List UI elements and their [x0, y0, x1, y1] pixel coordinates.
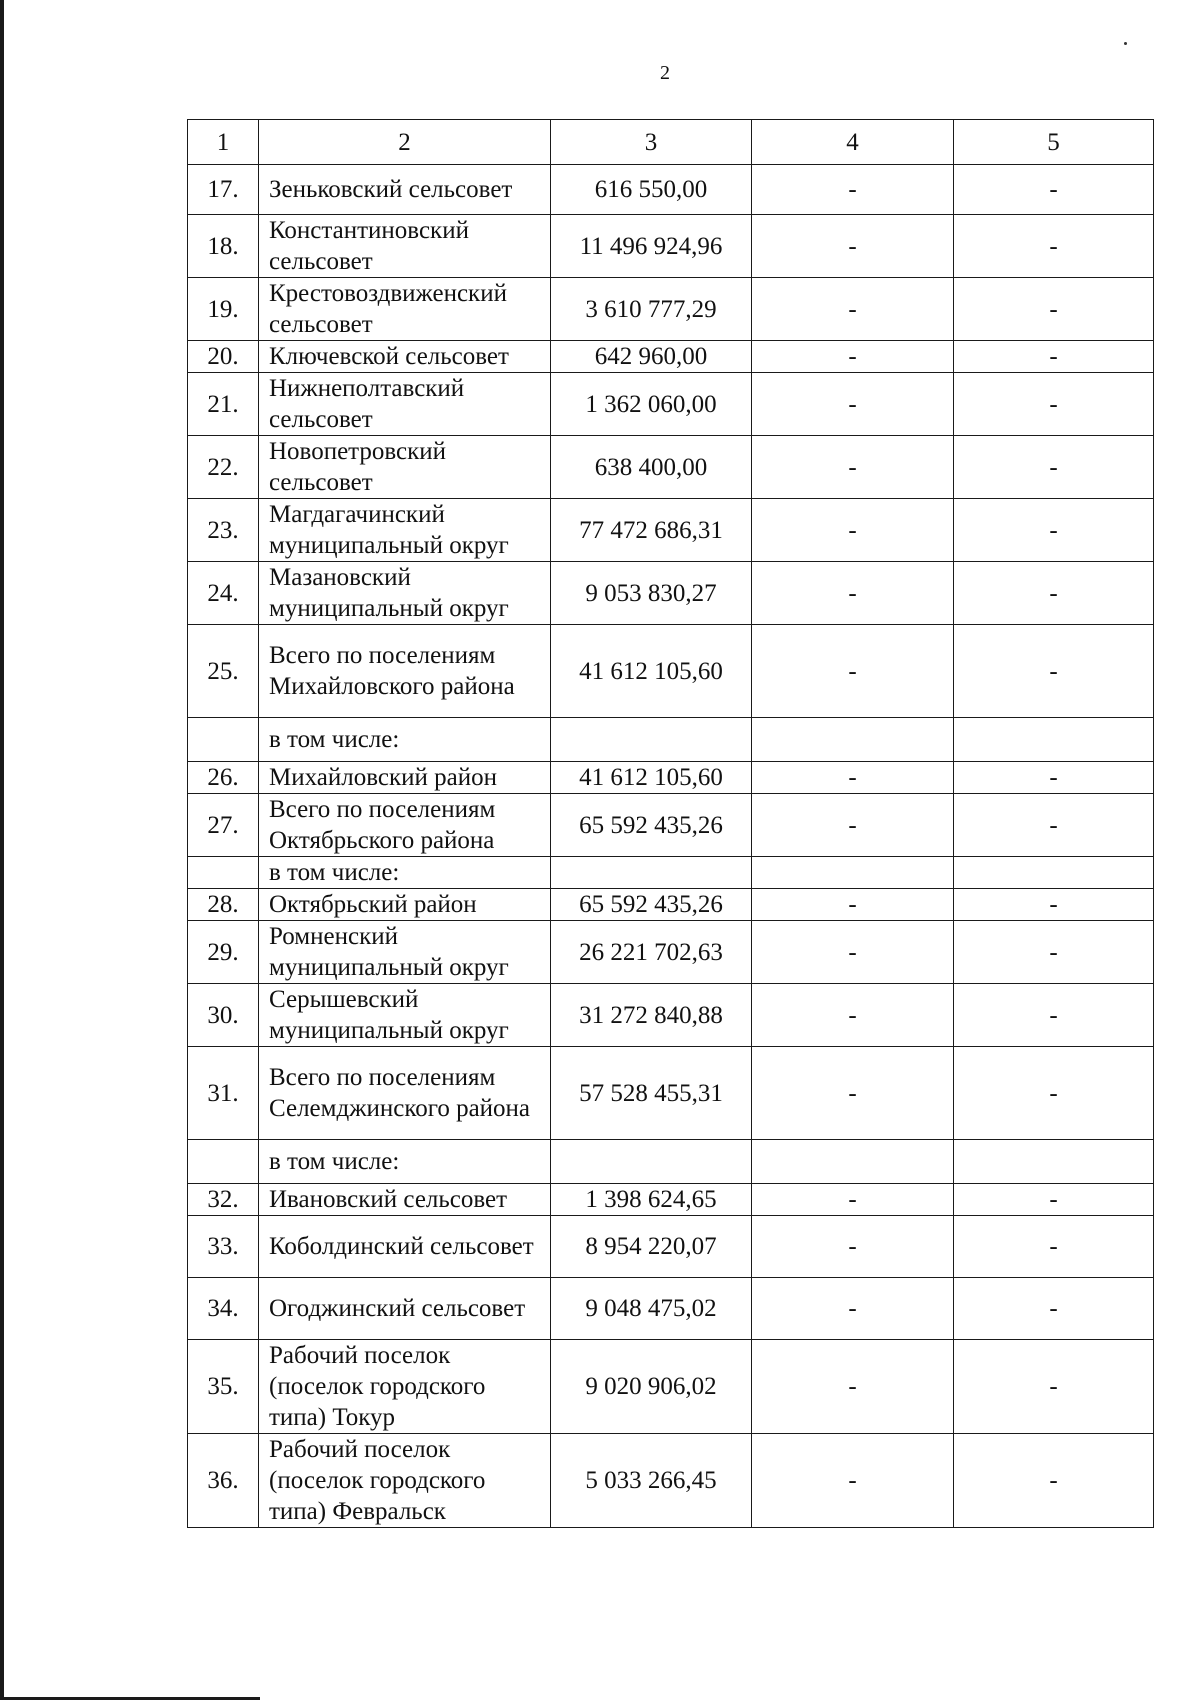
row-number-cell	[188, 857, 259, 889]
table-row	[188, 373, 1154, 436]
name-cell: Мазановский муниципальный округ	[259, 562, 551, 625]
table-row	[188, 1434, 1154, 1528]
col4-cell	[752, 857, 954, 889]
table-row	[188, 562, 1154, 625]
scan-edge-left	[0, 0, 4, 1700]
table-row	[188, 165, 1154, 215]
name-cell: в том числе:	[259, 1140, 551, 1184]
row-number-cell: 36.	[188, 1434, 259, 1528]
col5-cell: -	[954, 1434, 1154, 1528]
table-row	[188, 889, 1154, 921]
col5-cell: -	[954, 278, 1154, 341]
name-cell: Новопетровский сельсовет	[259, 436, 551, 499]
col4-cell: -	[752, 278, 954, 341]
col4-cell	[752, 718, 954, 762]
header-cell: 2	[259, 120, 551, 165]
col4-cell: -	[752, 1278, 954, 1340]
amount-cell: 26 221 702,63	[551, 921, 752, 984]
col5-cell: -	[954, 373, 1154, 436]
name-cell: Огоджинский сельсовет	[259, 1278, 551, 1340]
col4-cell: -	[752, 762, 954, 794]
name-cell: Константиновский сельсовет	[259, 215, 551, 278]
table-row	[188, 921, 1154, 984]
col4-cell: -	[752, 373, 954, 436]
table-row	[188, 794, 1154, 857]
allocation-table	[187, 119, 1154, 1528]
col4-cell: -	[752, 1434, 954, 1528]
col4-cell: -	[752, 1047, 954, 1140]
page-number: 2	[660, 62, 670, 84]
row-number-cell: 22.	[188, 436, 259, 499]
amount-cell: 1 398 624,65	[551, 1184, 752, 1216]
col4-cell: -	[752, 499, 954, 562]
table-row	[188, 1047, 1154, 1140]
table-row	[188, 499, 1154, 562]
row-number-cell: 30.	[188, 984, 259, 1047]
row-number-cell: 23.	[188, 499, 259, 562]
col5-cell: -	[954, 499, 1154, 562]
table-row	[188, 718, 1154, 762]
table-row	[188, 762, 1154, 794]
amount-cell: 65 592 435,26	[551, 889, 752, 921]
header-cell: 4	[752, 120, 954, 165]
row-number-cell: 18.	[188, 215, 259, 278]
col4-cell: -	[752, 165, 954, 215]
name-cell: Коболдинский сельсовет	[259, 1216, 551, 1278]
name-cell: Всего по поселениям Михайловского района	[259, 625, 551, 718]
col5-cell: -	[954, 215, 1154, 278]
table-row	[188, 625, 1154, 718]
col5-cell: -	[954, 1047, 1154, 1140]
name-cell: Михайловский район	[259, 762, 551, 794]
name-cell: Крестовоздвиженский сельсовет	[259, 278, 551, 341]
table-row	[188, 1340, 1154, 1434]
col4-cell: -	[752, 341, 954, 373]
col5-cell: -	[954, 889, 1154, 921]
col5-cell: -	[954, 436, 1154, 499]
table-row	[188, 1140, 1154, 1184]
amount-cell: 9 020 906,02	[551, 1340, 752, 1434]
amount-cell: 638 400,00	[551, 436, 752, 499]
name-cell: Всего по поселениям Селемджинского района	[259, 1047, 551, 1140]
amount-cell: 41 612 105,60	[551, 625, 752, 718]
col5-cell	[954, 1140, 1154, 1184]
col5-cell: -	[954, 562, 1154, 625]
col4-cell: -	[752, 215, 954, 278]
scan-speck	[1124, 42, 1127, 45]
table-header-row	[188, 120, 1154, 165]
col5-cell: -	[954, 341, 1154, 373]
name-cell: Октябрьский район	[259, 889, 551, 921]
col4-cell: -	[752, 625, 954, 718]
row-number-cell: 35.	[188, 1340, 259, 1434]
amount-cell: 5 033 266,45	[551, 1434, 752, 1528]
col5-cell: -	[954, 1216, 1154, 1278]
col5-cell: -	[954, 762, 1154, 794]
name-cell: Ключевской сельсовет	[259, 341, 551, 373]
table-row	[188, 278, 1154, 341]
row-number-cell: 17.	[188, 165, 259, 215]
col4-cell: -	[752, 921, 954, 984]
amount-cell: 642 960,00	[551, 341, 752, 373]
name-cell: в том числе:	[259, 857, 551, 889]
amount-cell: 65 592 435,26	[551, 794, 752, 857]
col5-cell: -	[954, 1340, 1154, 1434]
row-number-cell: 26.	[188, 762, 259, 794]
amount-cell	[551, 857, 752, 889]
name-cell: Ромненский муниципальный округ	[259, 921, 551, 984]
table-row	[188, 984, 1154, 1047]
col5-cell: -	[954, 984, 1154, 1047]
row-number-cell: 32.	[188, 1184, 259, 1216]
col5-cell: -	[954, 1184, 1154, 1216]
amount-cell: 11 496 924,96	[551, 215, 752, 278]
amount-cell: 616 550,00	[551, 165, 752, 215]
row-number-cell: 29.	[188, 921, 259, 984]
name-cell: Зеньковский сельсовет	[259, 165, 551, 215]
col4-cell: -	[752, 1184, 954, 1216]
amount-cell: 57 528 455,31	[551, 1047, 752, 1140]
row-number-cell: 20.	[188, 341, 259, 373]
row-number-cell	[188, 718, 259, 762]
col5-cell: -	[954, 794, 1154, 857]
col5-cell	[954, 857, 1154, 889]
name-cell: Серышевский муниципальный округ	[259, 984, 551, 1047]
name-cell: в том числе:	[259, 718, 551, 762]
amount-cell: 31 272 840,88	[551, 984, 752, 1047]
row-number-cell: 25.	[188, 625, 259, 718]
amount-cell: 41 612 105,60	[551, 762, 752, 794]
name-cell: Нижнеполтавский сельсовет	[259, 373, 551, 436]
row-number-cell: 34.	[188, 1278, 259, 1340]
col4-cell: -	[752, 1340, 954, 1434]
amount-cell: 9 053 830,27	[551, 562, 752, 625]
table-row	[188, 436, 1154, 499]
row-number-cell: 28.	[188, 889, 259, 921]
col4-cell	[752, 1140, 954, 1184]
header-cell: 1	[188, 120, 259, 165]
col5-cell: -	[954, 625, 1154, 718]
col5-cell: -	[954, 165, 1154, 215]
amount-cell: 77 472 686,31	[551, 499, 752, 562]
name-cell: Ивановский сельсовет	[259, 1184, 551, 1216]
col4-cell: -	[752, 984, 954, 1047]
table-row	[188, 1216, 1154, 1278]
row-number-cell: 31.	[188, 1047, 259, 1140]
amount-cell: 1 362 060,00	[551, 373, 752, 436]
header-cell: 3	[551, 120, 752, 165]
amount-cell: 3 610 777,29	[551, 278, 752, 341]
table-row	[188, 857, 1154, 889]
col4-cell: -	[752, 794, 954, 857]
table-row	[188, 215, 1154, 278]
row-number-cell: 33.	[188, 1216, 259, 1278]
table-row	[188, 1278, 1154, 1340]
col4-cell: -	[752, 562, 954, 625]
amount-cell: 8 954 220,07	[551, 1216, 752, 1278]
row-number-cell: 27.	[188, 794, 259, 857]
amount-cell: 9 048 475,02	[551, 1278, 752, 1340]
col4-cell: -	[752, 436, 954, 499]
name-cell: Всего по поселениям Октябрьского района	[259, 794, 551, 857]
name-cell: Рабочий поселок (поселок городского типа) Февральск	[259, 1434, 551, 1528]
col4-cell: -	[752, 1216, 954, 1278]
col5-cell	[954, 718, 1154, 762]
name-cell: Магдагачинский муниципальный округ	[259, 499, 551, 562]
row-number-cell: 19.	[188, 278, 259, 341]
col5-cell: -	[954, 921, 1154, 984]
col5-cell: -	[954, 1278, 1154, 1340]
row-number-cell: 21.	[188, 373, 259, 436]
row-number-cell	[188, 1140, 259, 1184]
amount-cell	[551, 1140, 752, 1184]
header-cell: 5	[954, 120, 1154, 165]
table-body	[188, 120, 1154, 1528]
amount-cell	[551, 718, 752, 762]
name-cell: Рабочий поселок (поселок городского типа) Токур	[259, 1340, 551, 1434]
row-number-cell: 24.	[188, 562, 259, 625]
table-row	[188, 341, 1154, 373]
col4-cell: -	[752, 889, 954, 921]
table-row	[188, 1184, 1154, 1216]
